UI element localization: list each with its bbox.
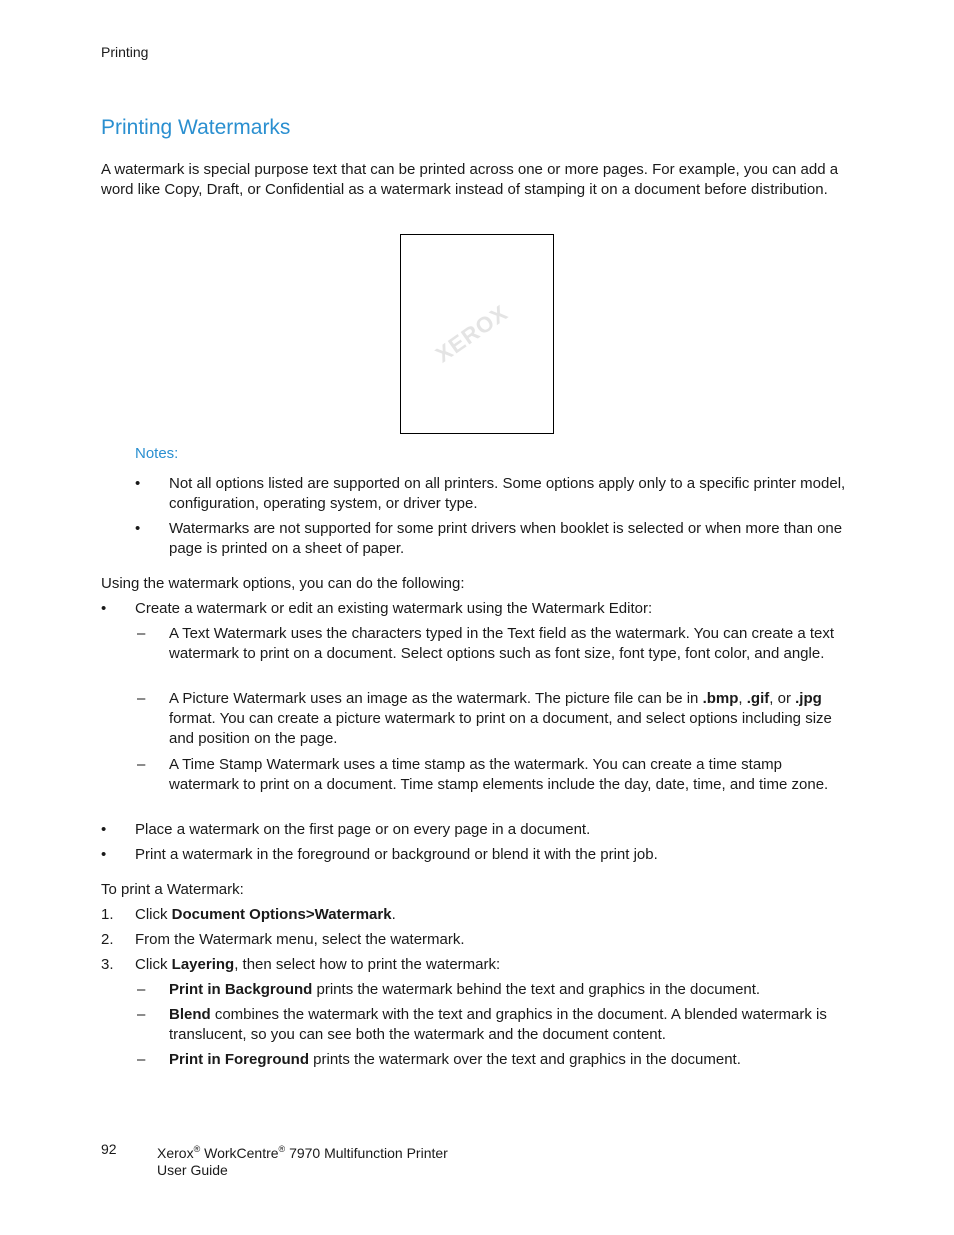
step-number: 2. [101,931,114,948]
page-number: 92 [101,1141,117,1157]
step-number: 1. [101,906,114,923]
dash-marker: – [137,1051,146,1068]
bullet-marker: • [135,475,141,492]
bullet-marker: • [101,600,107,617]
watermark-text: XEROX [430,299,513,368]
dash-marker: – [137,756,146,773]
bullet-marker: • [101,821,107,838]
procedure-lead: To print a Watermark: [101,881,244,898]
options-lead: Using the watermark options, you can do the following: [101,575,465,592]
running-header: Printing [101,44,149,60]
watermark-illustration [400,234,554,434]
footer-title: Xerox® WorkCentre® 7970 Multifunction Printer User Guide [157,1144,448,1178]
dash-marker: – [137,625,146,642]
step-number: 3. [101,956,114,973]
dash-marker: – [137,1006,146,1023]
dash-marker: – [137,690,146,707]
intro-paragraph: A watermark is special purpose text that can be printed across one or more pages. For example, you can add a word like Copy, Draft, or Confidential as a watermark instead of stamping it on a document before distribution. [101,161,839,198]
notes-label: Notes: [135,445,179,462]
bullet-marker: • [101,846,107,863]
dash-marker: – [137,981,146,998]
bullet-marker: • [135,520,141,537]
page-title: Printing Watermarks [101,116,291,139]
